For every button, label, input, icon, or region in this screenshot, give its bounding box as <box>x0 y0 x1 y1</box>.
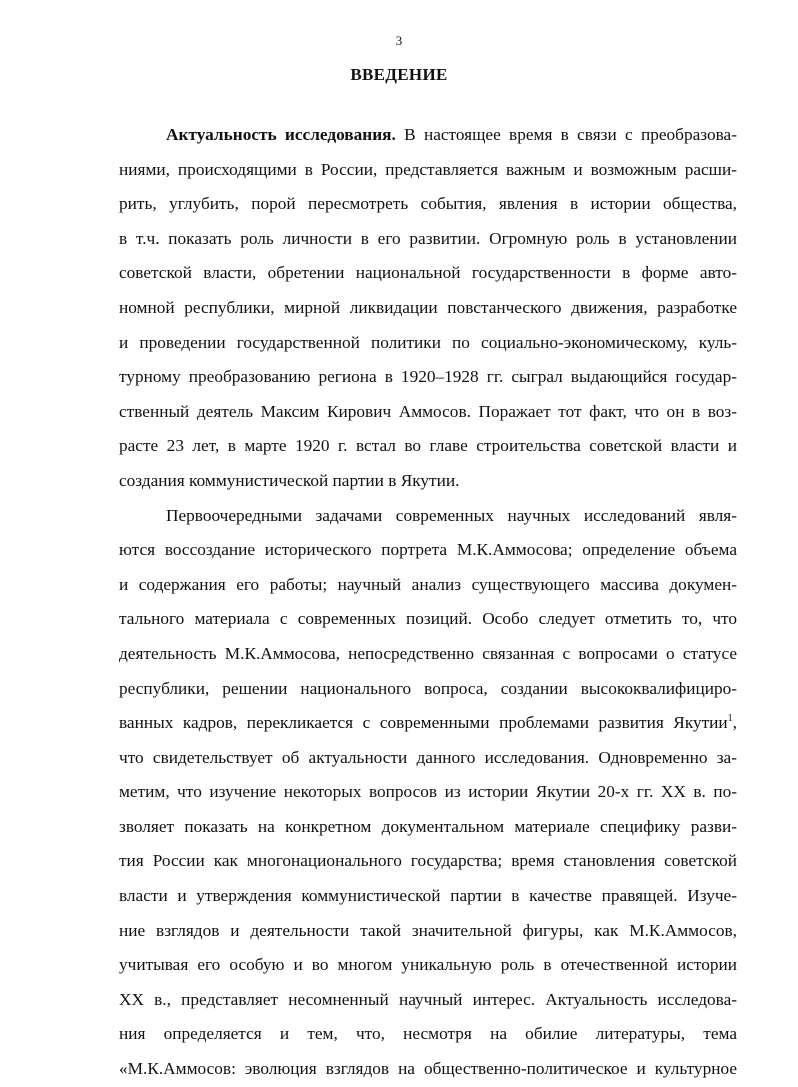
paragraph-1-line: рить, углубить, порой пересмотреть события, явления в истории общества, <box>119 194 737 214</box>
document-body <box>119 118 737 1087</box>
paragraph-2-line: тального материала с современных позиций. Особо следует отметить то, что <box>119 609 737 629</box>
paragraph-2-line: ния определяется и тем, что, несмотря на обилие литературы, тема <box>119 1024 737 1044</box>
paragraph-1-line: создания коммунистической партии в Якутии. <box>119 470 460 490</box>
paragraph-2-line: республики, решении национального вопроса, создании высококвалифициро- <box>119 678 737 698</box>
paragraph-1-line: ниями, происходящими в России, представляется важным и возможным расши- <box>119 159 737 179</box>
paragraph-2-line: что свидетельствует об актуальности данного исследования. Одновременно за- <box>119 747 737 767</box>
paragraph-2-line: деятельность М.К.Аммосова, непосредственно связанная с вопросами о статусе <box>119 643 737 663</box>
paragraph-2-footnote-line <box>119 706 737 741</box>
paragraph-1-line-1 <box>119 118 737 153</box>
paragraph-2-line: и содержания его работы; научный анализ существующего массива докумен- <box>119 574 737 594</box>
paragraph-2-line: тия России как многонационального государства; время становления советской <box>119 851 737 871</box>
paragraph-1-line: и проведении государственной политики по социально-экономическому, куль- <box>119 332 737 352</box>
paragraph-1-line-1-rest: В настоящее время в связи с преобразова- <box>395 125 737 144</box>
paragraph-1-line: ственный деятель Максим Кирович Аммосов. Поражает тот факт, что он в воз- <box>119 401 737 421</box>
paragraph-2-line: метим, что изучение некоторых вопросов из истории Якутии 20-х гг. XX в. по- <box>119 782 737 802</box>
paragraph-2-line: зволяет показать на конкретном документальном материале специфику разви- <box>119 816 737 836</box>
paragraph-2-line: «М.К.Аммосов: эволюция взглядов на общественно-политическое и культурное <box>119 1059 737 1079</box>
section-title: ВВЕДЕНИЕ <box>350 65 448 84</box>
paragraph-2-line: ние взглядов и деятельности такой значительной фигуры, как М.К.Аммосов, <box>119 920 737 940</box>
page-number: 3 <box>395 33 403 48</box>
footnote-mark: 1 <box>727 713 733 725</box>
paragraph-1-line: советской власти, обретении национальной государственности в форме авто- <box>119 263 737 283</box>
footnote-line-text: ванных кадров, перекликается с современными проблемами развития Якутии <box>119 713 728 733</box>
footnote-line-punct: , <box>732 713 737 733</box>
paragraph-2-line: ются воссоздание исторического портрета М.К.Аммосова; определение объема <box>119 540 737 560</box>
paragraph-2-line: XX в., представляет несомненный научный интерес. Актуальность исследова- <box>119 989 737 1009</box>
paragraph-1-line: номной республики, мирной ликвидации повстанческого движения, разработке <box>119 297 737 317</box>
paragraph-2-line: власти и утверждения коммунистической партии в качестве правящей. Изуче- <box>119 886 737 906</box>
paragraph-1-line: турному преобразованию региона в 1920–1928 гг. сыграл выдающийся государ- <box>119 367 737 387</box>
paragraph-heading: Актуальность исследования. <box>166 125 396 144</box>
paragraph-2-line: Первоочередными задачами современных научных исследований явля- <box>166 505 737 525</box>
paragraph-1-line: расте 23 лет, в марте 1920 г. встал во главе строительства советской власти и <box>119 436 737 456</box>
paragraph-2-line: учитывая его особую и во многом уникальную роль в отечественной истории <box>119 955 737 975</box>
paragraph-1-line: в т.ч. показать роль личности в его развитии. Огромную роль в установлении <box>119 228 737 248</box>
